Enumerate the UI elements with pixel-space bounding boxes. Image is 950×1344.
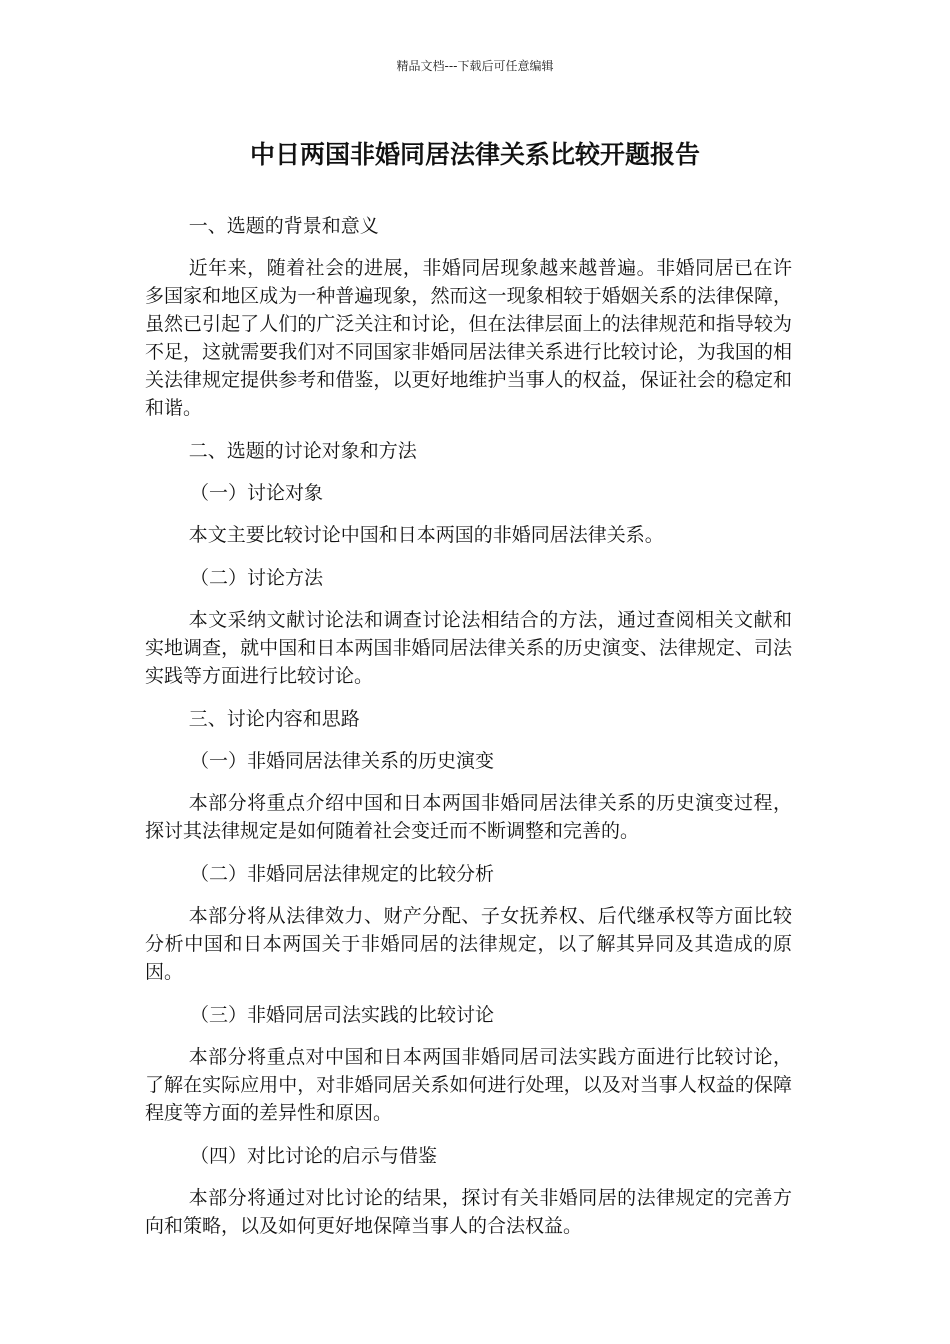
subheading-judicial-practice: （三）非婚同居司法实践的比较讨论 — [190, 1004, 495, 1026]
section-heading-3: 三、讨论内容和思路 — [188, 708, 360, 730]
section-heading-2: 二、选题的讨论对象和方法 — [188, 440, 417, 462]
paragraph-history: 本部分将重点介绍中国和日本两国非婚同居法律关系的历史演变过程，探讨其法律规定是如何随着社会变迁而不断调整和完善的。 — [145, 792, 792, 842]
paragraph-judicial-practice: 本部分将重点对中国和日本两国非婚同居司法实践方面进行比较讨论，了解在实际应用中，对非婚同居关系如何进行处理，以及对当事人权益的保障程度等方面的差异性和原因。 — [145, 1046, 792, 1124]
page-header: 精品文档---下载后可任意编辑 — [396, 59, 554, 73]
paragraph-background: 近年来，随着社会的进展，非婚同居现象越来越普遍。非婚同居已在许多国家和地区成为一种普遍现象，然而这一现象相较于婚姻关系的法律保障，虽然已引起了人们的广泛关注和讨论，但在法律层面上的法律规范和指导较为不足，这就需要我们对不同国家非婚同居法律关系进行比较讨论，为我国的相关法律规定提供参考和借鉴，以更好地维护当事人的权益，保证社会的稳定和和谐。 — [145, 257, 792, 419]
paragraph-research-method: 本文采纳文献讨论法和调查讨论法相结合的方法，通过查阅相关文献和实地调查，就中国和日本两国非婚同居法律关系的历史演变、法律规定、司法实践等方面进行比较讨论。 — [145, 609, 792, 687]
paragraph-implications: 本部分将通过对比讨论的结果，探讨有关非婚同居的法律规定的完善方向和策略，以及如何更好地保障当事人的合法权益。 — [145, 1187, 792, 1237]
document-title: 中日两国非婚同居法律关系比较开题报告 — [249, 140, 700, 169]
subheading-implications: （四）对比讨论的启示与借鉴 — [190, 1145, 438, 1167]
subheading-legal-comparison: （二）非婚同居法律规定的比较分析 — [190, 863, 495, 885]
paragraph-legal-comparison: 本部分将从法律效力、财产分配、子女抚养权、后代继承权等方面比较分析中国和日本两国关于非婚同居的法律规定，以了解其异同及其造成的原因。 — [145, 905, 792, 983]
section-heading-1: 一、选题的背景和意义 — [188, 215, 379, 237]
paragraph-research-object: 本文主要比较讨论中国和日本两国的非婚同居法律关系。 — [188, 524, 664, 546]
document-body — [145, 212, 792, 1255]
subheading-research-object: （一）讨论对象 — [190, 482, 324, 504]
subheading-history: （一）非婚同居法律关系的历史演变 — [190, 750, 495, 772]
subheading-research-method: （二）讨论方法 — [190, 567, 324, 589]
